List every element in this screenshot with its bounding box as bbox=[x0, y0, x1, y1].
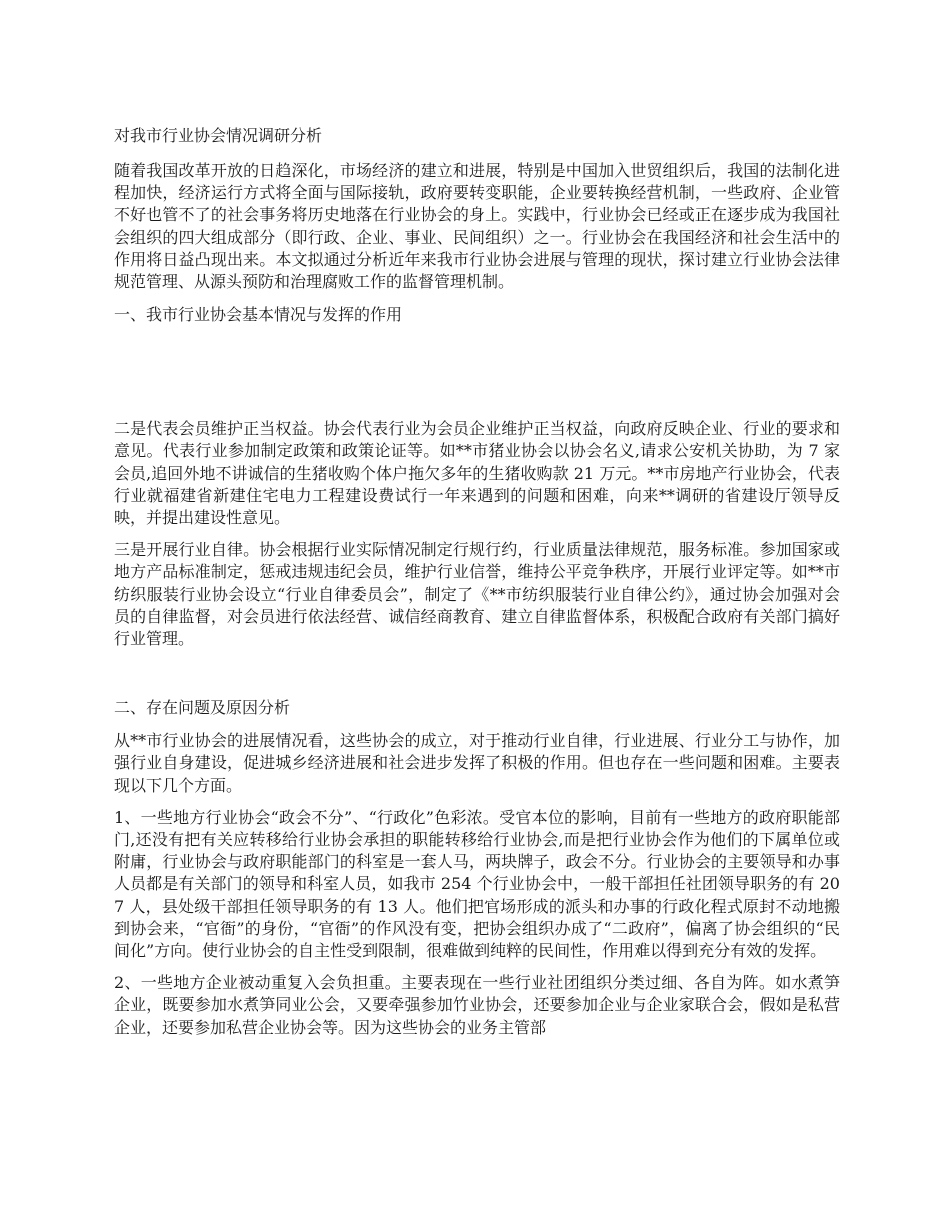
section-2-heading: 二、存在问题及原因分析 bbox=[114, 698, 291, 718]
section-1-paragraph-3: 三是开展行业自律。协会根据行业实际情况制定行规行约，行业质量法律规范，服务标准。参加国家或地方产品标准制定，惩戒违规违纪会员，维护行业信誉，维持公平竞争秩序，开展行业评定等。如**市纺织服装行业协会设立“行业自律委员会”，制定了《**市纺织服装行业自律公约》，通过协会加强对会员的自律监督，对会员进行依法经营、诚信经商教育、建立自律监督体系，积极配合政府有关部门搞好行业管理。 bbox=[114, 540, 840, 649]
document-title: 对我市行业协会情况调研分析 bbox=[114, 126, 323, 145]
section-1-paragraph-2: 二是代表会员维护正当权益。协会代表行业为会员企业维护正当权益，向政府反映企业、行业的要求和意见。代表行业参加制定政策和政策论证等。如**市猪业协会以协会名义,请求公安机关协助，为 7 家会员,追回外地不讲诚信的生猪收购个体户拖欠多年的生猪收购款 21 万元。**市房地产行业协会，代表行业就福建省新建住宅电力工程建设费试行一年来遇到的问题和困难，向来**调研的省建设厅领导反映，并提出建设性意见。 bbox=[114, 419, 840, 528]
document-page bbox=[114, 124, 840, 1049]
intro-paragraph: 随着我国改革开放的日趋深化，市场经济的建立和进展，特别是中国加入世贸组织后，我国的法制化进程加快，经济运行方式将全面与国际接轨，政府要转变职能，企业要转换经营机制，一些政府、企业管不好也管不了的社会事务将历史地落在行业协会的身上。实践中，行业协会已经或正在逐步成为我国社会组织的四大组成部分（即行政、企业、事业、民间组织）之一。行业协会在我国经济和社会生活中的作用将日益凸现出来。本文拟通过分析近年来我市行业协会进展与管理的现状，探讨建立行业协会法律规范管理、从源头预防和治理腐败工作的监督管理机制。 bbox=[114, 161, 840, 292]
section-2-intro-paragraph: 从**市行业协会的进展情况看，这些协会的成立，对于推动行业自律，行业进展、行业分工与协作，加强行业自身建设，促进城乡经济进展和社会进步发挥了积极的作用。但也存在一些问题和困难。主要表现以下几个方面。 bbox=[114, 731, 840, 795]
section-1-heading: 一、我市行业协会基本情况与发挥的作用 bbox=[114, 305, 403, 325]
section-2-item-2: 2、一些地方企业被动重复入会负担重。主要表现在一些行业社团组织分类过细、各自为阵。如水煮笋企业，既要参加水煮笋同业公会，又要牵强参加竹业协会，还要参加企业与企业家联合会，假如是私营企业，还要参加私营企业协会等。因为这些协会的业务主管部 bbox=[114, 973, 840, 1037]
section-2-item-1: 1、一些地方行业协会“政会不分”、“行政化”色彩浓。受官本位的影响，目前有一些地方的政府职能部门,还没有把有关应转移给行业协会承担的职能转移给行业协会,而是把行业协会作为他们的下属单位或附庸，行业协会与政府职能部门的科室是一套人马，两块牌子，政会不分。行业协会的主要领导和办事人员都是有关部门的领导和科室人员，如我市 254 个行业协会中，一般干部担任社团领导职务的有 207 人，县处级干部担任领导职务的有 13 人。他们把官场形成的派头和办事的行政化程式原封不动地搬到协会来，“官衙”的身份，“官衙”的作风没有变，把协会组织办成了“二政府”，偏离了协会组织的“民间化”方向。使行业协会的自主性受到限制，很难做到纯粹的民间性，作用难以得到充分有效的发挥。 bbox=[114, 807, 840, 961]
